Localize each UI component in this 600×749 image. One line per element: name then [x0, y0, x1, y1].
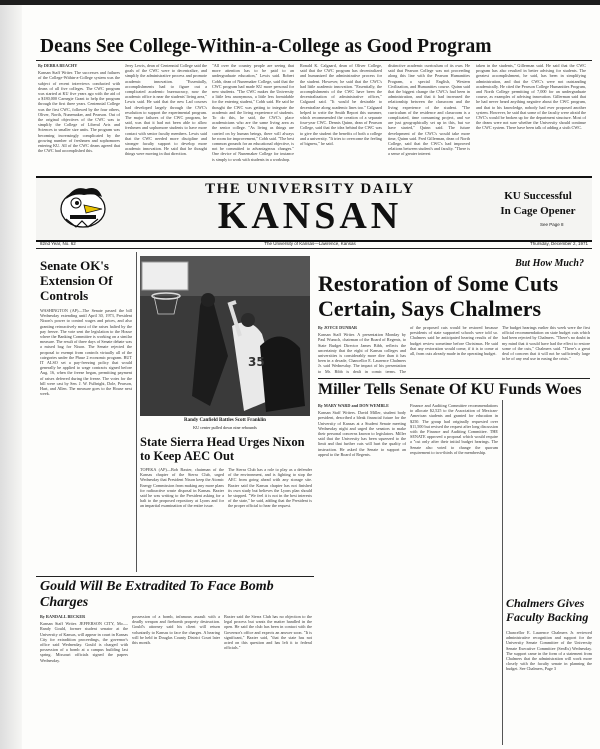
senate-headline: Senate OK's Extension Of Controls [40, 258, 113, 303]
top-story-col-4: Ronald K. Calgaard, dean of Oliver College, said that the CWC program has decentralized and humanized the administrative process for the student. However, he said that the CWC's had little academic innovation. "Essentially, the accomplishments of the CWC have been the decentralization of administrative offices," Calgaard said. "It would be desirable to decentralize along academic lines too." Calgaard helped to write the Smith Report this summer, which recommended the creation of a separate four-year CWC. Dennis Quinn, dean of Pearson College, said that the idea behind the CWC was to give the student the benefits of both a college and a university. "It tries to overcome the feeling of bigness," he said. [300, 63, 382, 147]
masthead-side-see: See Page 8 [540, 222, 564, 227]
masthead-vol: 82nd Year, No. 62 [40, 241, 76, 246]
sierra-col-2: The Sierra Club has a role to play as a defender of the environment, and is fighting to stop the AEC from going ahead with any storage site. Baxter said the Kansas chapter has not finished its own study but believes the Lyons plan should be stopped. "We feel it is not in the best interests of the state," he said, adding that the President is the proper official to hear the request. [228, 467, 312, 509]
divider [36, 60, 592, 61]
sierra-headline: State Sierra Head Urges Nixon to Keep AEC Out [140, 435, 305, 463]
gould-col-2: possession of a bomb, infamous assault with a deadly weapon and firebomb property destruction. Gould's attorney said his client will return voluntarily to Kansas to face the charges. A hearing will be held in Douglas County District Court later this month. [132, 614, 220, 646]
gould-col-3: Baxter said the Sierra Club has no objection to the legal process but wants the matter handled in the open. He said the club has been in contact with the Governor's office and expects an answer soon. "It is significant," Baxter said, "that the state has not acted on this question and has left it to federal officials." [224, 614, 312, 651]
sierra-col-1: TOPEKA (AP)—Bob Baxter, chairman of the Kansas chapter of the Sierra Club, urged Wednesday that President Nixon keep the Atomic Energy Commission from making any more plans for radioactive waste disposal in Kansas. Baxter said he was writing to the President asking for a halt to the proposed repository at Lyons and for an impartial examination of the entire issue. [140, 467, 224, 509]
top-story-col-6: taken in the students," Gillerman said. He said that the CWC program has also resulted in better advising for students. The greatest accomplishment, he said, has been in simplifying administration, and that the CWC's were not outstanding academically. He cited the Pearson College Humanities Program, and North College permitting of 7,000 for an undergraduate course, as examples of advising innovation. Gillerman said that he had never heard anything negative about the CWC program, and that to his knowledge, nobody had ever proposed another system. However, he said that some of the faculty were afraid the CWC's would be broken up for the department structure. Most of the deans were not sure whether the University should continue the CWC system. There have been talk of adding a sixth CWC. [476, 63, 586, 131]
lead-col-1: By JOYCE DUNBAR Kansan Staff Writer. A presentation Monday by Paul Wunsch, chairman of the Board of Regents, to State Budget Director James Bibb, reflects the uncertainty that the eight of Kansas colleges and universities is considerably more dire than it has been in a decade, Chancellor E. Laurence Chalmers Jr. said Wednesday. The impact of his presentation to Mr. Bibb is dealt in comic terms. The [318, 325, 406, 374]
masthead-upper: THE UNIVERSITY DAILY [205, 181, 415, 197]
top-story-col-3: "All over the country people are seeing that more attention has to be paid to an undergraduate education," Lewis said. Robert Cobb, dean of Nunemaker College, said that the CWC program had made KU more personal for new students. "The CWC makes the University a little less anonymous, a little less formidable for the entering student," Cobb said. He said he thought the CWC was getting to integrate the academic and the living experience of students. To do this, he said, the CWC's place academicians who are the same living area as the senior college. "As living as things are carried on by human beings, there will always be room for improvement," Cobb said. "The best common grounds for an educational objective, is not be committed to advantageous changes." One device of Nunemaker College for instance is simply to work with students in a workshop. [212, 63, 294, 162]
miller-headline: Miller Tells Senate Of KU Funds Woes [318, 381, 582, 398]
photo-subcaption: KU center pulled down nine rebounds [193, 425, 257, 430]
page-binding-edge [0, 0, 22, 749]
top-story-headline: Deans See College-Within-a-College as Good Program [40, 36, 492, 57]
masthead-center: The University of Kansas—Lawrence, Kansas [264, 241, 356, 246]
masthead-date: Thursday, December 2, 1971 [530, 241, 588, 246]
chalmers-gives-headline: Chalmers Gives Faculty Backing [506, 596, 589, 624]
masthead-side-headline-1: KU Successful [504, 190, 572, 202]
gould-col-1: By RANDALL BECKER Kansan Staff Writer. JEFFERSON CITY, Mo.—Randy Gould, former student senator at the University of Kansas, will appear in court in Kansas City for extradition proceedings, the governor's office said Wednesday. Gould is charged with possession of a bomb at a campus building last spring. Missouri officials signed the papers Wednesday. [40, 614, 128, 663]
top-story-byline: By DEBRA BEACHY [38, 63, 78, 68]
lead-col-3: The budget hearings earlier this week were the first official recommendation on state budget cuts which had been rejected by Chalmers. "There's no doubt in my mind that it would have had the effect to restore some of the cuts," Chalmers said. "There's a great deal of concern that it will not be sufficiently large to be of any real use in easing the crisis." [502, 325, 590, 362]
lead-kicker: But How Much? [515, 258, 584, 269]
svg-text:35: 35 [248, 355, 265, 369]
lead-headline: Restoration of Some Cuts Certain, Says Chalmers [318, 271, 559, 321]
divider [318, 378, 590, 379]
lead-col-2: of the proposed cuts would be restored because presidents of state supported schools were told so. Chalmers said he anticipated hearing results of the budget review sometime before Christmas. He said that any restoration would come, if it is to come at all, from cuts already made in the operating budget. [410, 325, 498, 357]
top-story-col-2: Jerry Lewis, dean of Centennial College said the goals of the CWC were to decentralize, and simplify the administrative process and promote academic innovation. "Essentially, accomplishments had to figure out a complicated academic bureaucracy, now the academic office is near the students' living area," Lewis said. He said that the new Lad courses had developed largely through the CWC's resolution to support the experimental program. The major failures of the CWC program, he said, was that it had not been able to allow freshmen and sophomore students to have more contact with senior faculty members. Lewis said that the CWC needed more discipline and stronger faculty support to develop more academic innovation. He said that he thought things were moving in that direction. [125, 63, 207, 157]
gould-byline: By RANDALL BECKER [40, 614, 86, 619]
page-top-edge [0, 0, 600, 5]
miller-col-2: Finance and Auditing Committee recommendations to allocate $2,525 to the Association of Mexican-American students and granted for education in $250. The group had originally requested over $11,500 but revised the request after long discussion with the Finance and Auditing Committee. THE SENATE approved a proposal which would require a "cut only after their initial budget hearings. The Senate also voted to change the quorum requirement to two-thirds of the membership. [410, 403, 498, 455]
top-story-col-5: distinctive academic curriculum of its own. He said that Pearson College was not proceeding along this line with the Pearson Humanities Program, a special English, Western Civilization, and Humanities course. Quinn said that the biggest change the CWC's had been in administration, and that it had increased the relationship between the classroom and the living experience of the student. "The curriculum of the residence and classroom is a complicated, time consuming project, and we are just geographically set up in this, but we have started," Quinn said. The future development of the CWC's would take more time, Quinn said. Fred Gillerman, dean of North College, said that the CWC's had improved relations between student's and faculty. "There is a sense of greater interest [388, 63, 470, 157]
column-divider [502, 400, 503, 745]
divider [36, 248, 592, 249]
chalmers-gives-body: Chancellor E. Laurence Chalmers Jr. reviewed administrative recognition and support for the University Senate Committee of the University Senate Executive Committee (SenEx) Wednesday. The support came in the form of a statement from Chalmers that the administration will work more closely with the faculty senate in planning the budget. See Chalmers, Page 3 [506, 630, 592, 672]
top-story-col-1: By DEBRA BEACHY Kansan Staff Writer. The successes and failures of the College-Within-a-College system was the subject of recent interviews conducted with deans of all five colleges. The CWC program was started at KU five years ago with the aid of a $180,000 Carnegie Grant to help the program through the first three years. Centennial College was the first CWC, followed by the four others, Oliver, North, Nunemaker, and Pearson. Out of the original objectives of the CWC was to simplify the College of Liberal Arts and Sciences to smaller size units. The program was becoming increasingly complicated by the growing number of freshmen and sophomores entering KU. All of the CWC deans agreed that the CWC had accomplished this. [38, 63, 120, 154]
basketball-photo [140, 256, 310, 416]
divider [36, 576, 314, 577]
miller-col-1: By MARY WARD and DON WEMBLE Kansan Staff Writers. David Miller, student body president, described a bleak financial future for the University of Kansas at a Student Senate meeting Wednesday night and urged the senators to make their personal concerns known to legislators. Miller said that the University has been squeezed to the limit and that further cuts will hurt the quality of instruction. He asked the Senate to support an appeal to the Board of Regents. [318, 403, 406, 457]
column-divider [136, 252, 137, 572]
masthead-title: KANSAN [217, 195, 403, 237]
jayhawk-logo [54, 181, 112, 231]
senate-body: WASHINGTON (AP)—The Senate passed the bill Wednesday extending until April 30, 1973, President Nixon's power to control wages and prices, and also granting retroactively most of the raises halted by the pay freeze. The vote sent the legislation to the House where the Banking Committee is working on a similar measure. The result of three days of Senate debate was a mixed bag for Nixon. The Senate rejected the proposal to exempt from controls virtually all of the categories under the Phase 2 economic program. BUT IT ALSO set a pay-freezing policy that would generally be applied to wage contracts signed before Aug. 16, when the freeze began, permitting payment of raises deferred during the freeze. The votes for the bill were cast by Sen. J. W. Fulbright, Dole, Pearson, Hart, and Allen. The measure goes to the House next week. [40, 308, 132, 397]
lead-byline: By JOYCE DUNBAR [318, 325, 358, 330]
photo-caption: Randy Canfield Battles Scott Franklin [184, 418, 266, 423]
masthead-side-headline-2: In Cage Opener [500, 205, 576, 217]
miller-byline: By MARY WARD and DON WEMBLE [318, 403, 389, 408]
gould-headline: Gould Will Be Extradited To Face Bomb Charges [40, 579, 274, 610]
